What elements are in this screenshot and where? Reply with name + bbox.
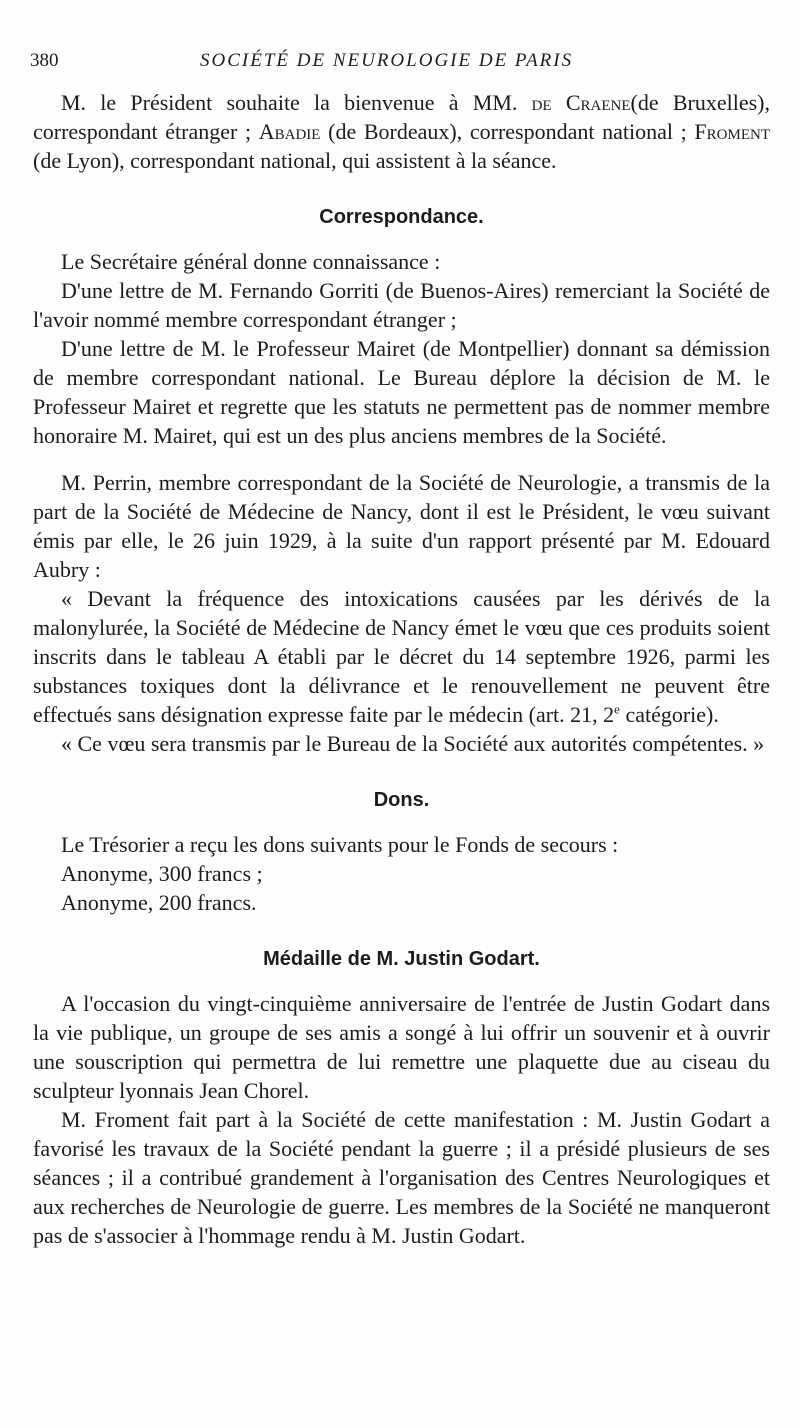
welcome-text-1: M. le Président souhaite la bienvenue à MM.	[61, 90, 532, 115]
welcome-text-3: (de Bordeaux), correspondant national ;	[320, 119, 695, 144]
section-heading-correspondance: Correspondance.	[319, 206, 484, 228]
page-number: 380	[30, 50, 59, 71]
running-head	[30, 50, 770, 80]
dons-intro: Le Trésorier a reçu les dons suivants pour le Fonds de secours :	[61, 832, 619, 857]
welcome-text-2: (de Bruxelles), correspondant étranger ;	[33, 90, 771, 144]
medaille-paragraph-2: M. Froment fait part à la Société de cette manifestation : M. Justin Godart a favorisé les travaux de la Société pendant la guerre ; il a présidé plusieurs de ses séances ; il a contribué grandement à l'organisation des Centres Neurologiques et aux recherches de Neurologie de guerre. Les membres de la Société ne manqueront pas de s'associer à l'hommage rendu à M. Justin Godart.	[33, 1107, 770, 1248]
name-abadie: Abadie	[258, 119, 321, 144]
perrin-paragraph: M. Perrin, membre correspondant de la Société de Neurologie, a transmis de la part de la Société de Médecine de Nancy, dont il est le Président, le vœu suivant émis par elle, le 26 juin 1929, à la suite d'un rapport présenté par M. Edouard Aubry :	[33, 470, 770, 582]
letter-gorriti: D'une lettre de M. Fernando Gorriti (de Buenos-Aires) remerciant la Société de l'avoir nommé membre correspondant étranger ;	[33, 278, 770, 332]
voeu-text: « Devant la fréquence des intoxications causées par les dérivés de la malonylurée, la Société de Médecine de Nancy émet le vœu que ces produits soient inscrits dans le tableau A établi par le décret du 14 septembre 1926, parmi les substances toxiques dont la délivrance et le renouvellement ne peuvent être effectués sans désignation expresse faite par le médecin (art. 21, 2	[33, 586, 770, 727]
voeu-quote	[33, 584, 770, 729]
welcome-paragraph	[33, 88, 770, 175]
journal-title: SOCIÉTÉ DE NEUROLOGIE DE PARIS	[200, 50, 574, 71]
medaille-paragraph-1: A l'occasion du vingt-cinquième anniversaire de l'entrée de Justin Godart dans la vie publique, un groupe de ses amis a songé à lui offrir un souvenir et à ouvrir une souscription qui permettra de lui remettre une plaquette due au ciseau du sculpteur lyonnais Jean Chorel.	[33, 991, 770, 1103]
welcome-text-4: (de Lyon), correspondant national, qui assistent à la séance.	[33, 148, 557, 173]
voeu-text-end: catégorie).	[619, 702, 719, 727]
name-froment: Froment	[694, 119, 770, 144]
correspondance-intro: Le Secrétaire général donne connaissance :	[61, 249, 441, 274]
don-line-1: Anonyme, 300 francs ;	[61, 861, 263, 886]
letter-mairet: D'une lettre de M. le Professeur Mairet (de Montpellier) donnant sa démission de membre correspondant national. Le Bureau déplore la décision de M. le Professeur Mairet et regrette que les statuts ne permettent pas de nommer membre honoraire M. Mairet, qui est un des plus anciens membres de la Société.	[33, 336, 770, 448]
page-body	[33, 88, 770, 1250]
voeu-superscript: e	[614, 701, 620, 717]
section-heading-medaille: Médaille de M. Justin Godart.	[263, 948, 540, 970]
section-heading-dons: Dons.	[373, 789, 430, 811]
voeu-transmission: « Ce vœu sera transmis par le Bureau de la Société aux autorités compétentes. »	[61, 731, 765, 756]
don-line-2: Anonyme, 200 francs.	[61, 890, 257, 915]
name-de-craene: de Craene	[531, 90, 631, 115]
